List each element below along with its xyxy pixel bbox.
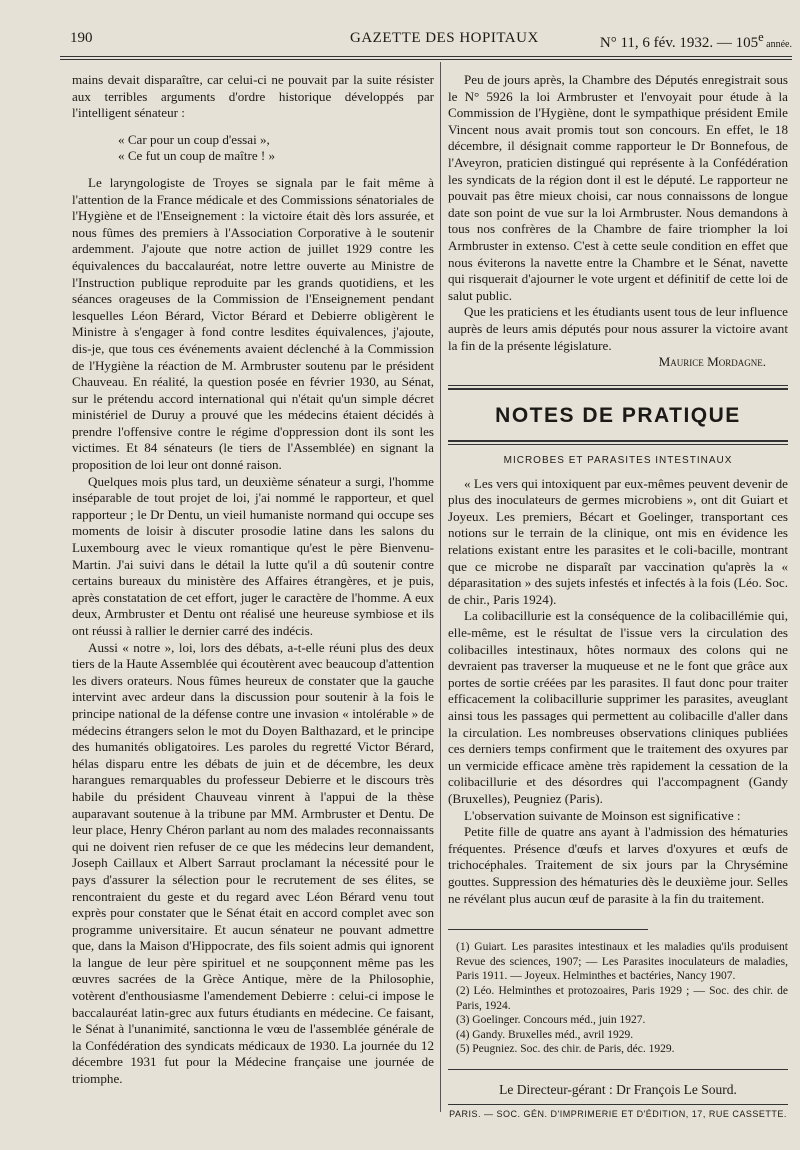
journal-title: GAZETTE DES HOPITAUX bbox=[350, 30, 539, 46]
footnote-rule bbox=[448, 929, 648, 930]
section-title: NOTES DE PRATIQUE bbox=[495, 403, 741, 427]
footnote: (4) Gandy. Bruxelles méd., avril 1929. bbox=[456, 1028, 634, 1041]
left-column bbox=[72, 72, 434, 1088]
paragraph: Quelques mois plus tard, un deuxième sénateur a surgi, l'homme inséparable de tout projet de loi, j'ai nommé le rapporteur, et quel rapporteur ; le Dr Dentu, un vieil humaniste normand qui occupe ses moments de loisir à discuter prosodie latine dans les salons du Luxembourg avec le vieux romantique qu'est le père Bienvenu-Martin. J'ai suivi dans le détail la lutte qu'il a dû soutenir contre certains bureaux du ministère des Affaires étrangères, et je puis, après constatation de cet effort, juger le caractère de l'homme. A eux deux, Armbruster et Dentu ont réalisé une heureuse symbiose et ils ont réussi à rallier le dernier carré des indécis. bbox=[72, 473, 434, 638]
paragraph: mains devait disparaître, car celui-ci ne pouvait par la suite résister aux terribles arguments d'ordre historique développés par l'intelligent sénateur : bbox=[72, 72, 434, 121]
section-header bbox=[448, 385, 788, 445]
column-divider bbox=[440, 62, 441, 1112]
paragraph: Peu de jours après, la Chambre des Députés enregistrait sous le N° 5926 la loi Armbruster et l'envoyait pour étude à la Commission de l'Hygiène, dont le sympathique président Emile Vincent nous avait promis tout son concours. En effet, le 18 décembre, il désignait comme rapporteur le Dr Bonnefous, de l'Aveyron, praticien distingué qui représente à la Confédération les syndicats de la région dont il est le député. Le rapporteur ne pouvait pas être mieux choisi, car nous connaissons de longue date son point de vue sur la loi Armbruster. Nous demandons à tous nos confrères de la Chambre de faire triompher la loi Armbruster in extenso. C'est à cette seule condition en effet que nous éviterons la navette entre la Chambre et le Sénat, navette qui risquerait d'ajourner le vote urgent et définitif de cette loi de salut public. bbox=[448, 72, 788, 303]
director-line: Le Directeur-gérant : Dr François Le Sourd. bbox=[499, 1081, 737, 1097]
printer-line: PARIS. — SOC. GÉN. D'IMPRIMERIE ET D'ÉDITION, 17, RUE CASSETTE. bbox=[449, 1109, 787, 1120]
footnote: (3) Goelinger. Concours méd., juin 1927. bbox=[456, 1014, 646, 1027]
page-number: 190 bbox=[70, 30, 93, 46]
paragraph: L'observation suivante de Moinson est significative : bbox=[464, 807, 741, 823]
paragraph: Aussi « notre », loi, lors des débats, a-t-elle réuni plus des deux tiers de la Haute Assemblée qui écoutèrent avec beaucoup d'attention les divers orateurs. Nous fûmes heureux de constater que la gauche intervint avec ardeur dans la discussion pour soutenir à la fois le principe national de la défense contre une invasion « intolérable » de médecins étrangers selon le mot du Doyen Balthazard, et le principe des humanités obligatoires. Les paroles du regretté Victor Bérard, hélas disparu entre les débats de juin et de décembre, les deux harangues remarquables du professeur Debierre et le discours très habile du président Chauveau vinrent à l'appui de la thèse auparavant soutenue à la tribune par MM. Armbruster et Dentu. De leur place, Henry Chéron parlant au nom des malades reconnaissants qui ne doivent rien refuser de ce que les médecins leur demandent, Joseph Caillaux et Albert Sarraut proclamant la nécessité pour le pays d'assurer la sélection pour le recrutement de ses élites, se rencontraient du geste et du regard avec Léon Bérard venu tout exprès pour constater que le Sénat était en accord complet avec son programme universitaire. Et aucun sénateur ne pouvant admettre que, dans la Maison d'Hippocrate, des fils soient admis qui ignorent la langue de leur père spirituel et ne soupçonnent même pas les œuvres sacrées de la Grèce Antique, mère de la Philosophie, votèrent d'enthousiasme l'amendement Debierre : celui-ci impose le baccalauréat latin-grec aux futurs étudiants en médecine. Ce faisant, le Sénat à l'unanimité, sanctionna le vœu de l'assemblée générale de la Confédération des syndicats médicaux de 1930. La journée du 12 décembre 1931 fut pour la Médecine française une journée de triomphe. bbox=[72, 639, 434, 1087]
page-header bbox=[60, 30, 792, 52]
quote-line: « Ce fut un coup de maître ! » bbox=[118, 148, 276, 164]
footnote: (1) Guiart. Les parasites intestinaux et les maladies qu'ils produisent Revue des sciences, 1907; — Les Parasites inoculateurs de maladies, Paris 1911. — Joyeux. Helminthes et bactéries, Nancy 1907. bbox=[456, 941, 788, 983]
footnote: (5) Peugniez. Soc. des chir. de Paris, déc. 1929. bbox=[456, 1043, 675, 1056]
paragraph: « Les vers qui intoxiquent par eux-mêmes peuvent devenir de plus des inoculateurs de germes microbiens », ont dit Guiart et Joyeux. Les premiers, Bécart et Goelinger, transportant ces notions sur le terrain de la clinique, ont mis en évidence les relations existant entre les parasites et le coli-bacille, montrant que ce microbe ne disparaît par vaccination qu'après la « déparasitation » des sujets infestés et infectés à la fois (Léo. Soc. de chir., Paris 1924). bbox=[448, 475, 788, 607]
issue-info: N° 11, 6 fév. 1932. — 105e année. bbox=[599, 30, 792, 51]
paragraph: La colibacillurie est la conséquence de la colibacillémie qui, elle-même, est le résultat de l'issue vers la circulation des colibacilles intestinaux, hôtes normaux des colons qui ne devraient pas traverser la muqueuse et ne le font que grâce aux portes de sortie créées par les parasites. Il faut donc pour traiter efficacement la colibacillurie supprimer les parasites, aveuglant ainsi tous les passages qui permettent au colibacille d'aller dans la circulation. Les nombreuses observations cliniques publiées ces derniers temps confirment que le traitement des oxyures par un vermicide efficace amène très rapidement la cessation de la colibacillurie et des désordres qui l'accompagnent (Gandy (Bruxelles), Peugniez (Paris). bbox=[448, 608, 788, 806]
footnote: (2) Léo. Helminthes et protozoaires, Paris 1929 ; — Soc. des chir. de Paris, 1924. bbox=[456, 984, 788, 1012]
header-rule-double bbox=[60, 59, 792, 60]
quote-line: « Car pour un coup d'essai », bbox=[118, 131, 270, 147]
paragraph: Petite fille de quatre ans ayant à l'admission des hématuries fréquentes. Présence d'œufs et larves d'oxyures et œufs de trichocéphales. Traitement de six jours par la Chrysémine gouttes. Suppression des hématuries dès le deuxième jour. Selles ne révélant plus aucun œuf de parasite à la fin du traitement. bbox=[448, 824, 788, 906]
article-subtitle: MICROBES ET PARASITES INTESTINAUX bbox=[503, 454, 733, 466]
right-column bbox=[448, 72, 788, 1119]
paragraph: Que les praticiens et les étudiants usent tous de leur influence auprès de leurs amis députés pour nous assurer la victoire avant la fin de la présente législature. bbox=[448, 304, 788, 353]
paragraph: Le laryngologiste de Troyes se signala par le fait même à l'attention de la France médicale et des Commissions sénatoriales de l'Hygiène et de l'Enseignement : la victoire était dès lors assurée, et nous fûmes des premiers à l'Association Corporative à le soutenir ardemment. J'ajoute que notre action de juillet 1929 contre les équivalences du baccalauréat, notre lettre ouverte au Ministre de l'Instruction publique reproduite par les grands quotidiens, et les séances orageuses de la Commission de l'Enseignement pendant lesquelles Léon Bérard, Victor Bérard et Debierre obligèrent le Ministre à s'engager à fond contre lesdites équivalences, j'ajoute, dis-je, que tous ces événements avaient déclenché à la Commission de l'Hygiène la réaction de M. Armbruster soutenu par le président Chauveau. En réalité, la question posée en février 1930, au Sénat, sur le prétendu accord international qui n'était qu'un simple décret ministériel de Duruy a prouvé que les médecins étaient décidés à prendre l'offensive contre le régime d'oppression dont ils sont les victimes. Et 84 sénateurs (le tiers de l'Assemblée) en signant la proposition de loi leur ont donné raison. bbox=[72, 174, 434, 473]
signature: Maurice Mordagne. bbox=[658, 354, 766, 370]
header-rule bbox=[60, 56, 792, 57]
